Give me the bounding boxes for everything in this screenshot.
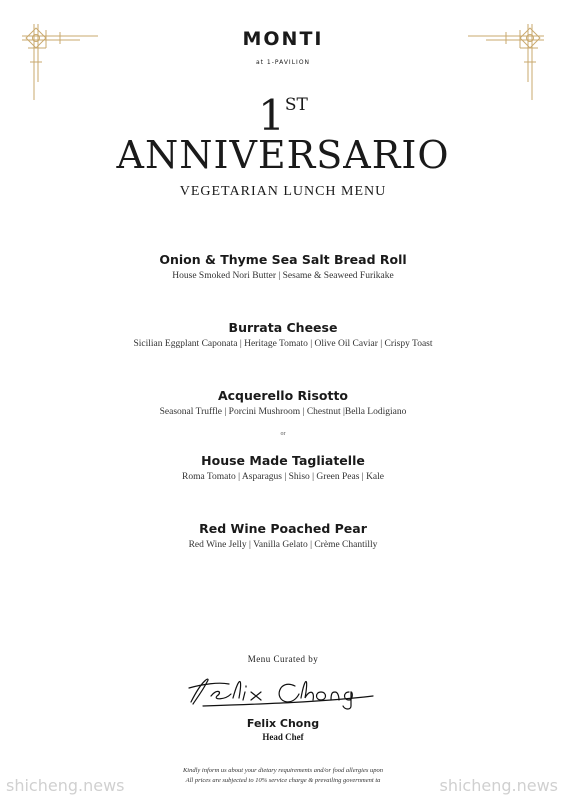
course-separator-or: or <box>280 431 286 437</box>
anniversary-ordinal <box>0 91 566 140</box>
chef-signature <box>183 668 383 712</box>
course-description: Seasonal Truffle | Porcini Mushroom | Chestnut |Bella Lodigiano <box>159 407 407 417</box>
course-name: Onion & Thyme Sea Salt Bread Roll <box>159 252 407 267</box>
course-burrata <box>0 320 566 349</box>
dietary-notice: Kindly inform us about your dietary requirements and/or food allergies upon <box>182 767 384 774</box>
course-name: Acquerello Risotto <box>217 388 349 403</box>
watermark: shicheng.news <box>6 776 125 795</box>
service-charge-notice: All prices are subjected to 10% service charge & prevailing government ta <box>185 777 381 784</box>
course-name: House Made Tagliatelle <box>201 453 365 468</box>
course-poached-pear <box>0 521 566 550</box>
course-tagliatelle <box>0 453 566 482</box>
watermark: shicheng.news <box>439 776 558 795</box>
chef-name: Felix Chong <box>246 717 320 730</box>
course-description: Red Wine Jelly | Vanilla Gelato | Crème Chantilly <box>188 540 378 550</box>
course-description: House Smoked Nori Butter | Sesame & Seaweed Furikake <box>172 271 394 281</box>
brand-logo: MONTI <box>242 28 324 50</box>
curated-by-label: Menu Curated by <box>247 654 319 664</box>
course-description: Sicilian Eggplant Caponata | Heritage Tomato | Olive Oil Caviar | Crispy Toast <box>133 339 433 349</box>
course-name: Red Wine Poached Pear <box>199 521 367 536</box>
page-title: ANNIVERSARIO <box>116 133 450 177</box>
course-bread-roll <box>0 252 566 281</box>
course-risotto <box>0 388 566 417</box>
chef-title: Head Chef <box>262 732 304 742</box>
ordinal-suffix: ST <box>284 95 308 115</box>
menu-subtitle: VEGETARIAN LUNCH MENU <box>179 184 387 199</box>
course-name: Burrata Cheese <box>228 320 338 335</box>
ordinal-number: 1 <box>258 91 285 140</box>
brand-location: at 1-PAVILION <box>255 59 311 66</box>
course-description: Roma Tomato | Asparagus | Shiso | Green Peas | Kale <box>181 472 384 482</box>
